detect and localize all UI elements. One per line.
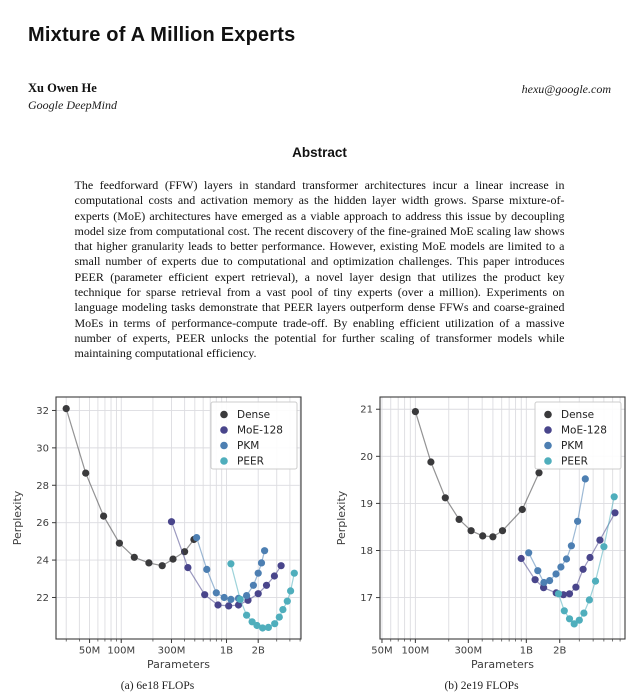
data-point <box>220 593 227 600</box>
data-point <box>287 587 294 594</box>
data-point <box>225 602 232 609</box>
data-point <box>169 555 176 562</box>
data-point <box>596 536 603 543</box>
data-point <box>243 611 250 618</box>
legend <box>211 402 297 469</box>
figure-b-caption: (b) 2e19 FLOPs <box>444 679 519 692</box>
figure-b <box>333 388 631 692</box>
y-tick-label: 32 <box>35 405 49 417</box>
data-point <box>575 616 582 623</box>
legend-marker <box>544 426 552 434</box>
x-axis-label: Parameters <box>470 657 534 671</box>
data-point <box>581 475 588 482</box>
legend-label: MoE-128 <box>560 424 607 437</box>
data-point <box>167 518 174 525</box>
data-point <box>275 613 282 620</box>
figure-a <box>9 388 307 692</box>
data-point <box>236 595 243 602</box>
data-point <box>270 572 277 579</box>
author-email: hexu@google.com <box>521 82 611 96</box>
data-point <box>546 577 553 584</box>
data-point <box>254 569 261 576</box>
data-point <box>557 563 564 570</box>
chart-b-svg <box>333 388 631 672</box>
data-point <box>441 494 448 501</box>
x-tick-label: 1B <box>219 645 233 657</box>
x-tick-label: 100M <box>106 645 135 657</box>
y-tick-label: 28 <box>35 480 49 492</box>
x-tick-label: 300M <box>453 645 482 657</box>
x-axis-label: Parameters <box>146 657 210 671</box>
legend-marker <box>544 457 552 465</box>
y-tick-label: 19 <box>359 498 373 510</box>
data-point <box>249 581 256 588</box>
x-tick-label: 300M <box>157 645 185 657</box>
data-point <box>82 469 89 476</box>
legend-marker <box>220 426 228 434</box>
data-point <box>201 591 208 598</box>
legend-label: PEER <box>560 455 588 468</box>
legend-marker <box>544 441 552 449</box>
data-point <box>525 549 532 556</box>
y-tick-label: 21 <box>359 404 373 416</box>
y-axis-label: Perplexity <box>334 490 348 545</box>
author-name: Xu Owen He <box>28 81 97 95</box>
data-point <box>271 620 278 627</box>
legend-label: PKM <box>236 439 259 452</box>
data-point <box>574 517 581 524</box>
data-point <box>100 512 107 519</box>
data-point <box>534 567 541 574</box>
author-left <box>28 81 117 113</box>
legend-label: Dense <box>236 408 270 421</box>
data-point <box>572 583 579 590</box>
data-point <box>261 547 268 554</box>
data-point <box>227 595 234 602</box>
data-point <box>552 570 559 577</box>
data-point <box>203 565 210 572</box>
x-tick-label: 100M <box>401 645 429 657</box>
series-dense <box>411 408 542 540</box>
legend-marker <box>544 410 552 418</box>
data-point <box>580 609 587 616</box>
legend-label: MoE-128 <box>236 424 283 437</box>
data-point <box>145 559 152 566</box>
data-point <box>517 554 524 561</box>
author-block <box>28 81 611 113</box>
legend-label: PKM <box>560 439 583 452</box>
data-point <box>62 405 69 412</box>
author-affiliation: Google DeepMind <box>28 98 117 112</box>
data-point <box>193 534 200 541</box>
figure-a-caption: (a) 6e18 FLOPs <box>120 679 195 692</box>
y-tick-label: 17 <box>359 592 373 604</box>
data-point <box>455 515 462 522</box>
data-point <box>586 553 593 560</box>
data-point <box>567 542 574 549</box>
data-point <box>279 606 286 613</box>
data-point <box>283 597 290 604</box>
data-point <box>411 408 418 415</box>
data-point <box>427 458 434 465</box>
data-point <box>554 590 561 597</box>
chart-b-container <box>333 388 631 677</box>
x-tick-label: 50M <box>370 645 393 657</box>
chart-a-container <box>9 388 307 677</box>
legend-marker <box>220 410 228 418</box>
data-point <box>560 607 567 614</box>
x-tick-label: 2B <box>251 645 265 657</box>
legend-label: PEER <box>236 455 264 468</box>
abstract-heading: Abstract <box>292 145 347 160</box>
data-point <box>277 562 284 569</box>
abstract-text: The feedforward (FFW) layers in standard transformer architectures incur a linear increase in computational costs and activation memory as the hidden layer width grows. Sparse mixture-of-experts (MoE) architectures have emerged as a viable approach to address this issue by decoupling model size from computational cost. The recent discovery of the fine-grained MoE scaling law shows that higher granularity leads to better performance. However, existing MoE models are limited to a small number of experts due to computational and optimization challenges. This paper introduces PEER (parameter efficient expert retrieval), a novel layer design that utilizes the product key technique for sparse retrieval from a vast pool of tiny experts (over a million). Experiments on language modeling tasks demonstrate that PEER layers outperform dense FFWs and coarse-grained MoEs in terms of performance-compute trade-off. By enabling efficient utilization of a massive number of experts, PEER unlocks the potential for further scaling of transformer models while maintaining computational efficiency. <box>74 178 565 361</box>
legend-marker <box>220 441 228 449</box>
data-point <box>600 543 607 550</box>
data-point <box>611 509 618 516</box>
data-point <box>184 564 191 571</box>
data-point <box>518 505 525 512</box>
data-point <box>565 590 572 597</box>
data-point <box>562 555 569 562</box>
paper-title: Mixture of A Million Experts <box>28 24 296 46</box>
series-dense <box>62 405 197 569</box>
y-axis-label: Perplexity <box>10 490 24 545</box>
data-point <box>254 590 261 597</box>
data-point <box>158 562 165 569</box>
x-tick-label: 1B <box>519 645 533 657</box>
data-point <box>498 527 505 534</box>
data-point <box>535 469 542 476</box>
data-point <box>579 565 586 572</box>
y-tick-label: 22 <box>35 592 49 604</box>
chart-a-svg <box>9 388 307 672</box>
data-point <box>130 553 137 560</box>
y-tick-label: 24 <box>35 555 49 567</box>
data-point <box>257 559 264 566</box>
y-tick-label: 30 <box>35 442 49 454</box>
data-point <box>290 569 297 576</box>
x-tick-label: 2B <box>552 645 566 657</box>
data-point <box>212 589 219 596</box>
y-tick-label: 20 <box>359 451 373 463</box>
data-point <box>214 601 221 608</box>
data-point <box>227 560 234 567</box>
data-point <box>591 577 598 584</box>
legend <box>535 402 621 469</box>
data-point <box>264 623 271 630</box>
y-tick-label: 18 <box>359 545 373 557</box>
legend-label: Dense <box>560 408 594 421</box>
data-point <box>467 527 474 534</box>
data-point <box>531 576 538 583</box>
y-tick-label: 26 <box>35 517 49 529</box>
data-point <box>489 533 496 540</box>
data-point <box>262 581 269 588</box>
legend-marker <box>220 457 228 465</box>
x-tick-label: 50M <box>78 645 100 657</box>
data-point <box>243 592 250 599</box>
data-point <box>479 532 486 539</box>
data-point <box>610 493 617 500</box>
data-point <box>115 539 122 546</box>
figures-row <box>9 388 631 692</box>
data-point <box>585 596 592 603</box>
